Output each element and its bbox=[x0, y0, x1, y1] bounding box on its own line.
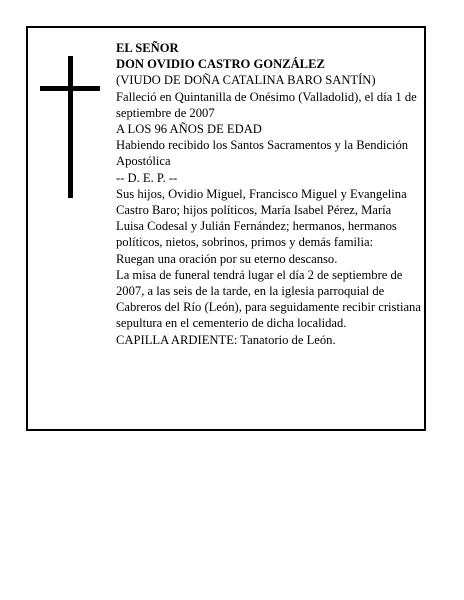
cross-vertical-bar bbox=[68, 56, 73, 198]
obituary-notice bbox=[26, 26, 426, 431]
widower-line: (VIUDO DE DOÑA CATALINA BARO SANTÍN) bbox=[116, 73, 376, 88]
cross-icon bbox=[40, 56, 100, 198]
rip-line: -- D. E. P. -- bbox=[116, 170, 178, 185]
notice-title: EL SEÑOR bbox=[116, 41, 179, 55]
family-paragraph: Sus hijos, Ovidio Miguel, Francisco Miguel y Evangelina Castro Baro; hijos políticos, María Isabel Pérez, María Luisa Codesal y Julián Fernández; hermanos, hermanos políticos, nietos, sobrinos, primos y demás familia: bbox=[116, 186, 407, 250]
prayer-line: Ruegan una oración por su eterno descanso. bbox=[116, 251, 338, 266]
cross-horizontal-bar bbox=[40, 86, 100, 91]
deceased-name: DON OVIDIO CASTRO GONZÁLEZ bbox=[116, 57, 325, 72]
chapel-line: CAPILLA ARDIENTE: Tanatorio de León. bbox=[116, 332, 336, 347]
age-line: A LOS 96 AÑOS DE EDAD bbox=[116, 122, 262, 137]
sacraments-line: Habiendo recibido los Santos Sacramentos y la Bendición Apostólica bbox=[116, 138, 409, 169]
obituary-text bbox=[116, 40, 422, 348]
funeral-paragraph: La misa de funeral tendrá lugar el día 2 de septiembre de 2007, a las seis de la tarde, en la iglesia parroquial de Cabreros del Río (León), para seguidamente recibir cristiana sepultura en el cementerio de dicha localidad. bbox=[116, 267, 421, 331]
death-details: Falleció en Quintanilla de Onésimo (Valladolid), el día 1 de septiembre de 2007 bbox=[116, 89, 417, 120]
